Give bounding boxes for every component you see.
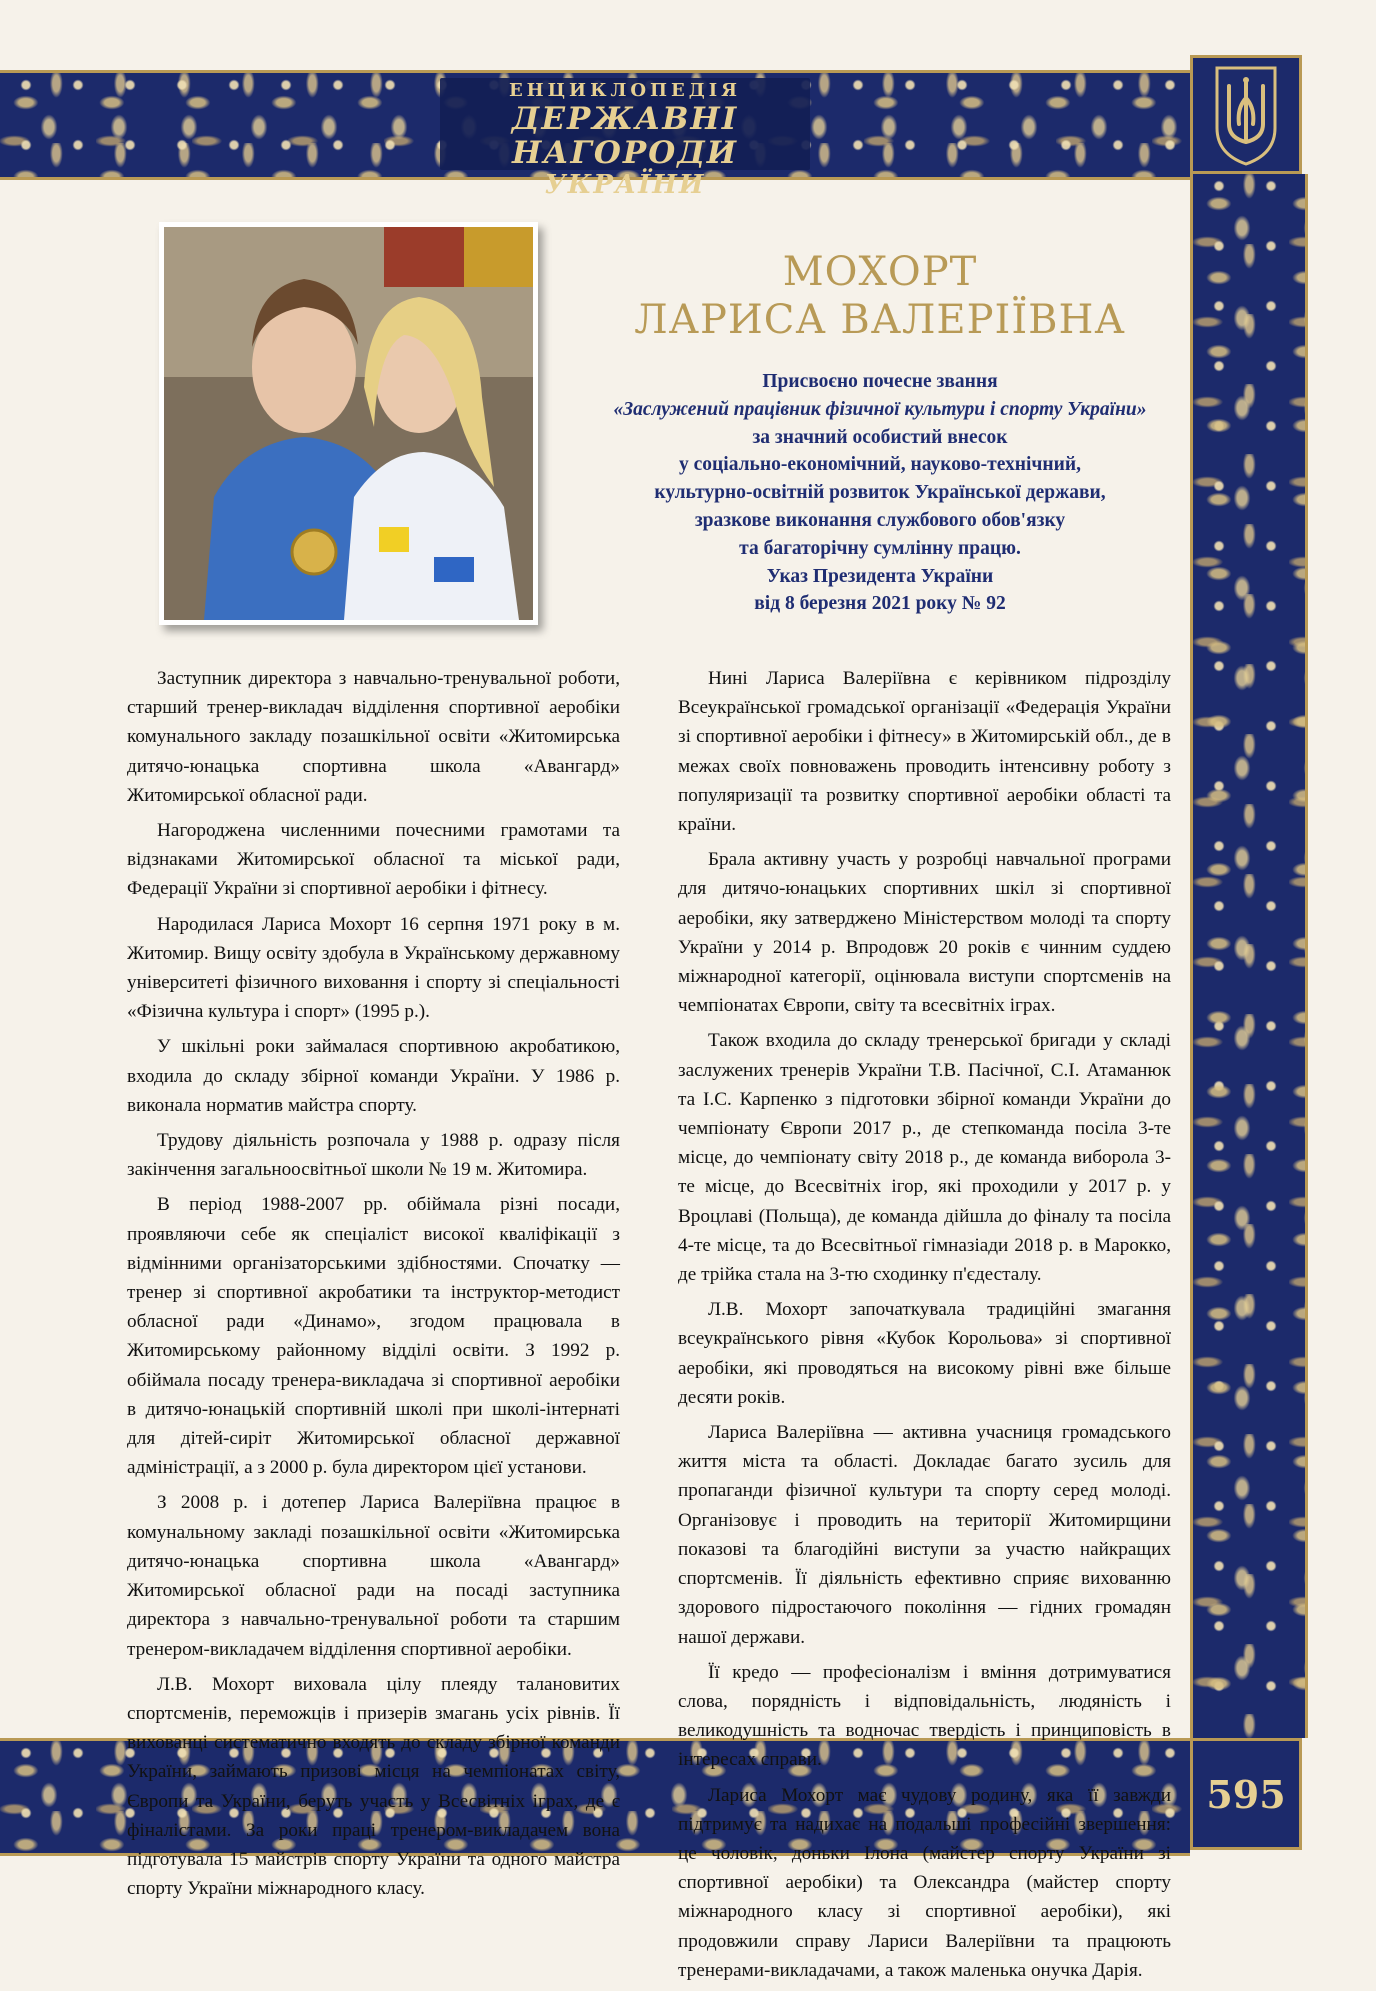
paragraph: Л.В. Мохорт виховала цілу плеяду талановитих спортсменів, переможців і призерів змагань усіх рівнів. Її вихованці систематично входять до складу збірної команди України, займають призові місця на чемпіонатах світу, Європи та України, беруть участь у Всесвітніх іграх, де є фіналістами. За роки праці тренером-викладачем вона підготувала 15 майстрів спорту України та одного майстра спорту України міжнародного класу. xyxy=(127,1673,620,1900)
title-line-1: ДЕРЖАВНІ НАГОРОДИ xyxy=(511,101,739,171)
paragraph: Нині Лариса Валеріївна є керівником підрозділу Всеукраїнської громадської організації «Федерація України зі спортивної аеробіки і фітнесу» в Житомирській обл., де в межах своїх повноважень проводить інтенсивну роботу з популяризації та розвитку спортивної аеробіки області та країни. xyxy=(678,668,1171,836)
page-number-cell xyxy=(1190,1738,1302,1850)
award-line: у соціально-економічний, науково-технічний, xyxy=(679,454,1081,476)
award-line: Присвоєно почесне звання xyxy=(762,371,998,392)
body-column-left xyxy=(127,664,620,1909)
award-line: Указ Президента України xyxy=(766,565,994,587)
person-given-names: ЛАРИСА ВАЛЕРІЇВНА xyxy=(634,297,1126,343)
title-line-2: УКРАЇНИ xyxy=(544,170,706,200)
paragraph: Лариса Валеріївна — активна учасниця громадського життя міста та області. Докладає багато зусиль для пропаганди фізичної культури та спорту серед молоді. Організовує і проводить на території Житомирщини показові та благодійні виступи за участю найкращих спортсменів. Її діяльність ефективно сприяє вихованню здорового підростаючого покоління — гідних громадян нашої держави. xyxy=(678,1422,1171,1648)
paragraph: Нагороджена численними почесними грамотами та відзнаками Житомирської обласної та міської ради, Федерації України зі спортивної аеробіки і фітнесу. xyxy=(127,820,620,900)
paragraph: В період 1988-2007 рр. обіймала різні посади, проявляючи себе як спеціаліст високої кваліфікації з відмінними організаторськими здібностями. Спочатку — тренер зі спортивної акробатики та інструктор-методист обласної ради «Динамо», згодом працювала в Житомирському районному відділі освіти. З 1992 р. обіймала посаду тренера-викладача зі спортивної аеробіки в дитячо-юнацькій спортивній школі при школі-інтернаті для дітей-сиріт Житомирської обласної державної адміністрації, а з 2000 р. була директором цієї установи. xyxy=(127,1194,620,1479)
page-number: 595 xyxy=(1206,1771,1286,1817)
paragraph: Її кредо — професіоналізм і вміння дотримуватися слова, порядність і відповідальність, людяність і великодушність та водночас твердість і принциповість в інтересах справи. xyxy=(678,1661,1171,1771)
paragraph: З 2008 р. і дотепер Лариса Валеріївна працює в комунальному закладі позашкільної освіти «Житомирська дитячо-юнацька спортивна школа «Авангард» Житомирської обласної ради на посаді заступника директора з навчально-тренувальної роботи та старшим тренером-викладачем відділення спортивної аеробіки. xyxy=(127,1492,620,1660)
paragraph: Заступник директора з навчально-тренувальної роботи, старший тренер-викладач відділення спортивної аеробіки комунального закладу позашкільної освіти «Житомирська дитячо-юнацька спортивна школа «Авангард» Житомирської обласної ради. xyxy=(127,668,620,806)
paragraph: Також входила до складу тренерської бригади у складі заслужених тренерів України Т.В. Пасічної, С.І. Атаманюк та І.С. Карпенко з підготовки збірної команди України до чемпіонату Європи 2017 р., де степкоманда посіла 3-те місце, до чемпіонату світу 2018 р., де команда виборола 3-те місце, до Всесвітніх ігор, які проходили у 2017 р. у Вроцлаві (Польща), де команда дійшла до фіналу та посіла 4-те місце, та до Всесвітньої гімназіади 2018 р. в Марокко, де трійка стала на 3-тю сходинку п'єдесталу. xyxy=(678,1030,1171,1286)
emblem-cell xyxy=(1190,55,1302,174)
encyclopedia-label: ЕНЦИКЛОПЕДІЯ xyxy=(508,80,742,101)
award-line: «Заслужений працівник фізичної культури і спорту України» xyxy=(613,398,1147,420)
award-line: культурно-освітній розвиток Української держави, xyxy=(654,482,1106,504)
paragraph: Народилася Лариса Мохорт 16 серпня 1971 року в м. Житомир. Вищу освіту здобула в Українському державному університеті фізичного виховання і спорту зі спеціальності «Фізична культура і спорт» (1995 р.). xyxy=(127,913,620,1023)
encyclopedia-title-plate xyxy=(440,78,810,200)
award-line: за значний особистий внесок xyxy=(752,426,1008,448)
award-line: зразкове виконання службового обов'язку xyxy=(694,509,1066,531)
award-citation xyxy=(560,368,1200,618)
award-line: від 8 березня 2021 року № 92 xyxy=(754,593,1006,615)
trident-coat-of-arms-icon xyxy=(1193,58,1299,171)
portrait-photo xyxy=(159,222,538,625)
award-line: та багаторічну сумлінну працю. xyxy=(739,537,1021,559)
right-ornament-band xyxy=(1190,174,1308,1738)
body-column-right xyxy=(678,664,1171,1991)
paragraph: Трудову діяльність розпочала у 1988 р. одразу після закінчення загальноосвітньої школи № 19 м. Житомира. xyxy=(127,1130,620,1181)
portrait-photo-image xyxy=(164,227,533,620)
paragraph: У шкільні роки займалася спортивною акробатикою, входила до складу збірної команди України. У 1986 р. виконала норматив майстра спорту. xyxy=(127,1036,620,1116)
paragraph: Л.В. Мохорт започаткувала традиційні змагання всеукраїнського рівня «Кубок Корольова» зі спортивної аеробіки, які проводяться на високому рівні вже більше десяти років. xyxy=(678,1299,1171,1408)
paragraph: Лариса Мохорт має чудову родину, яка її завжди підтримує та надихає на подальші професійні звершення: це чоловік, доньки Ілона (майстер спорту України зі спортивної аеробіки) та Олександра (майстер спорту міжнародного класу зі спортивної аеробіки), які продовжили справу Лариси Валеріївни та працюють тренерами-викладачами, а також маленька онучка Дарія. xyxy=(678,1784,1171,1981)
paragraph: Брала активну участь у розробці навчальної програми для дитячо-юнацьких спортивних шкіл зі спортивної аеробіки, яку затверджено Міністерством молоді та спорту України у 2014 р. Впродовж 20 років є чинним суддею міжнародної категорії, оцінювала виступи спортсменів на чемпіонатах Європи, світу та всесвітніх іграх. xyxy=(678,849,1171,1017)
person-surname: МОХОРТ xyxy=(782,249,978,295)
